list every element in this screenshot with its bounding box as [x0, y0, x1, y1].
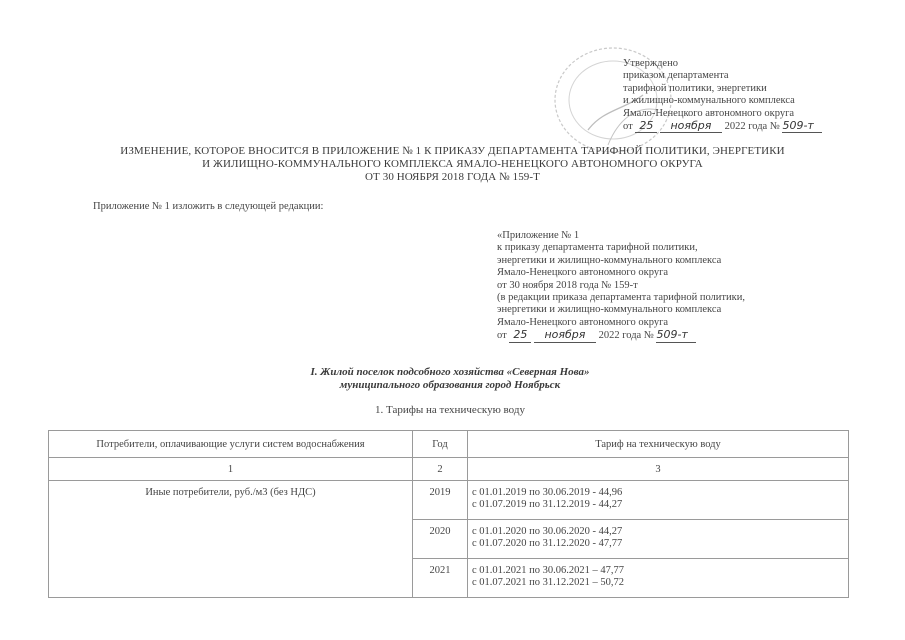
intro-text: Приложение № 1 изложить в следующей редакции: [93, 201, 324, 212]
approval-month: ноября [660, 120, 722, 133]
appendix-date: от 25 ноября 2022 года № 509-т [497, 329, 745, 342]
tariff-cell: с 01.01.2020 по 30.06.2020 - 44,27 с 01.07.2020 по 31.12.2020 - 47,77 [468, 520, 849, 559]
section-heading: I. Жилой поселок подсобного хозяйства «Северная Нова» муниципального образования город Ноябрьск [310, 366, 590, 391]
tariff-cell: с 01.01.2021 по 30.06.2021 – 47,77 с 01.07.2021 по 31.12.2021 – 50,72 [468, 559, 849, 598]
approval-date: от 25 ноября 2022 года № 509-т [623, 120, 822, 133]
table-subtitle: 1. Тарифы на техническую воду [375, 404, 525, 416]
approval-line: приказом департамента [623, 70, 729, 82]
consumer-cell: Иные потребители, руб./м3 (без НДС) [49, 481, 413, 598]
year-cell: 2021 [413, 559, 468, 598]
appendix-day: 25 [509, 329, 531, 342]
column-number: 2 [413, 458, 468, 481]
appendix-number: 509-т [656, 329, 696, 342]
column-number: 1 [49, 458, 413, 481]
appendix-block: «Приложение № 1 к приказу департамента тарифной политики, энергетики и жилищно-коммунального комплекса Ямало-Ненецкого автономного округа от 30 ноября 2018 года № 159-т (в редакции приказа департамента тарифной политики, энергетики и жилищно-коммунального комплекса Ямало-Ненецкого автономного округа от 25 ноября 2022 года № 509-т [497, 230, 745, 342]
approval-number: 509-т [782, 120, 822, 133]
column-number-row [49, 458, 849, 481]
year-cell: 2019 [413, 481, 468, 520]
tariff-cell: с 01.01.2019 по 30.06.2019 - 44,96 с 01.07.2019 по 31.12.2019 - 44,27 [468, 481, 849, 520]
approval-line: Ямало-Ненецкого автономного округа [623, 107, 795, 119]
tariff-table [48, 430, 849, 598]
table-row [49, 481, 849, 520]
approval-day: 25 [635, 120, 657, 133]
column-header: Тариф на техническую воду [468, 431, 849, 458]
approval-block [623, 58, 822, 133]
appendix-month: ноября [534, 329, 596, 342]
column-header: Год [413, 431, 468, 458]
column-number: 3 [468, 458, 849, 481]
table-header-row [49, 431, 849, 458]
approval-line: и жилищно-коммунального комплекса [623, 95, 795, 107]
approval-line: Утверждено [623, 58, 678, 69]
column-header: Потребители, оплачивающие услуги систем водоснабжения [49, 431, 413, 458]
document-title: ИЗМЕНЕНИЕ, КОТОРОЕ ВНОСИТСЯ В ПРИЛОЖЕНИЕ № 1 К ПРИКАЗУ ДЕПАРТАМЕНТА ТАРИФНОЙ ПОЛИТИКИ, ЭНЕРГЕТИКИ И ЖИЛИЩНО-КОММУНАЛЬНОГО КОМПЛЕКСА ЯМАЛО-НЕНЕЦКОГО АВТОНОМНОГО ОКРУГА ОТ 30 НОЯБРЯ 2018 ГОДА № 159-Т [120, 145, 785, 183]
year-cell: 2020 [413, 520, 468, 559]
approval-line: тарифной политики, энергетики [623, 82, 767, 94]
